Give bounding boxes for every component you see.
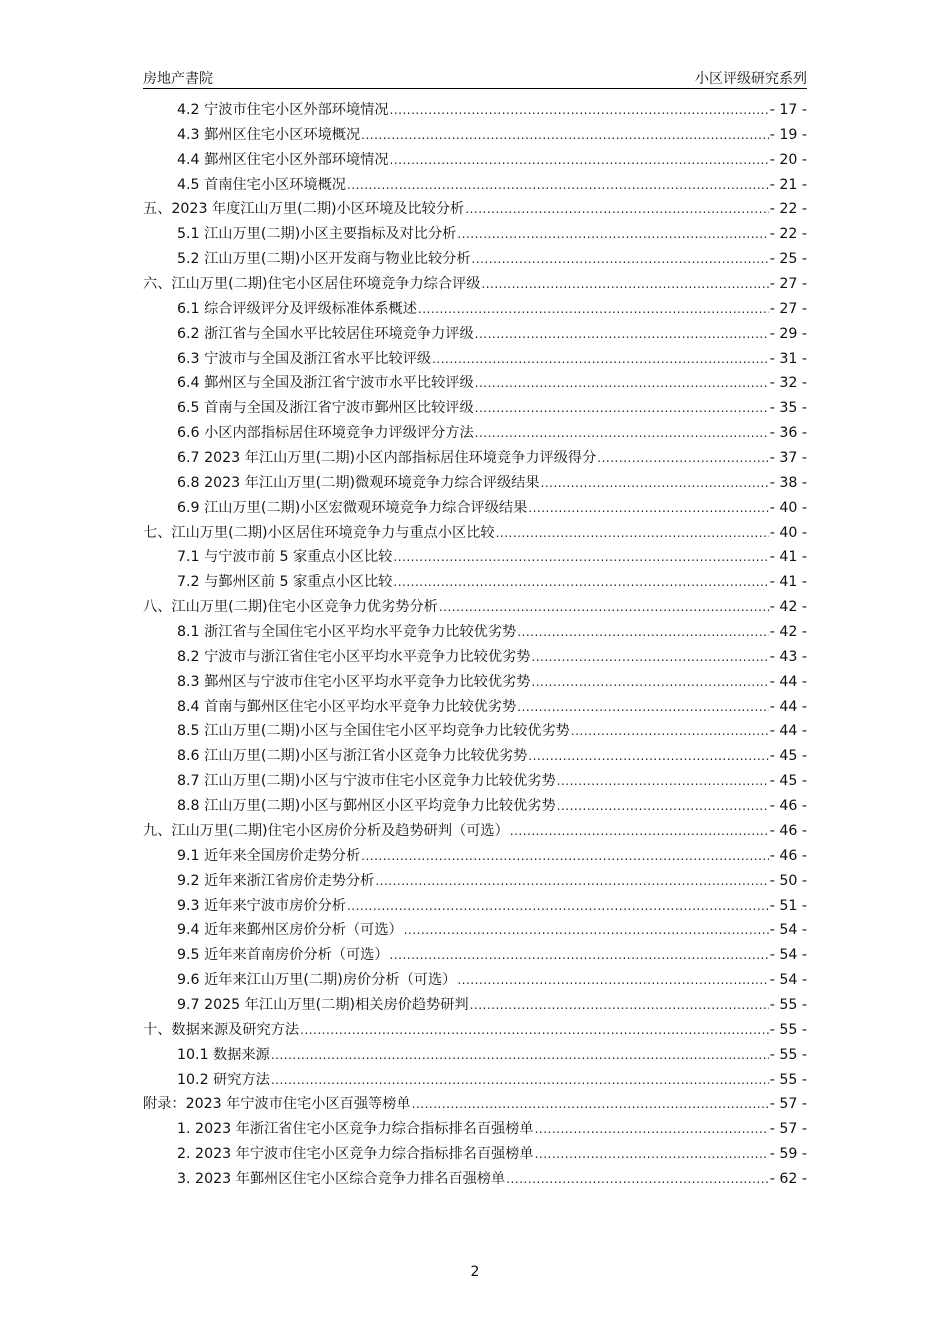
toc-entry-title: 7.2 与鄞州区前 5 家重点小区比较 <box>177 574 393 591</box>
toc-dot-leader <box>300 1023 769 1037</box>
toc-dot-leader <box>439 600 769 614</box>
toc-dot-leader <box>535 1147 769 1161</box>
toc-entry-title: 9.1 近年来全国房价走势分析 <box>177 847 361 864</box>
toc-section-entry[interactable] <box>143 397 807 422</box>
toc-entry-page: - 27 - <box>769 300 807 317</box>
toc-entry-page: - 57 - <box>769 1121 807 1138</box>
toc-dot-leader <box>390 103 769 117</box>
toc-section-entry[interactable] <box>143 770 807 795</box>
toc-dot-leader <box>393 575 768 589</box>
toc-section-entry[interactable] <box>143 571 807 596</box>
toc-dot-leader <box>597 451 768 465</box>
toc-dot-leader <box>390 153 769 167</box>
toc-entry-title: 2. 2023 年宁波市住宅小区竞争力综合指标排名百强榜单 <box>177 1146 534 1163</box>
toc-section-entry[interactable] <box>143 149 807 174</box>
toc-section-entry[interactable] <box>143 422 807 447</box>
toc-entry-title: 十、数据来源及研究方法 <box>143 1021 300 1038</box>
toc-entry-title: 6.7 2023 年江山万里(二期)小区内部指标居住环境竞争力评级得分 <box>177 450 597 467</box>
toc-entry-page: - 57 - <box>769 1096 807 1113</box>
toc-dot-leader <box>517 625 768 639</box>
toc-entry-title: 6.1 综合评级评分及评级标准体系概述 <box>177 300 417 317</box>
toc-section-entry[interactable] <box>143 1044 807 1069</box>
toc-dot-leader <box>470 998 769 1012</box>
toc-entry-title: 八、江山万里(二期)住宅小区竞争力优劣势分析 <box>143 599 438 616</box>
toc-entry-page: - 36 - <box>769 425 807 442</box>
toc-entry-page: - 35 - <box>769 400 807 417</box>
toc-entry-page: - 46 - <box>769 847 807 864</box>
toc-entry-page: - 46 - <box>769 798 807 815</box>
toc-entry-page: - 54 - <box>769 972 807 989</box>
toc-entry-title: 4.4 鄞州区住宅小区外部环境情况 <box>177 151 389 168</box>
toc-entry-title: 4.3 鄞州区住宅小区环境概况 <box>177 126 361 143</box>
toc-dot-leader <box>557 774 769 788</box>
toc-dot-leader <box>531 675 768 689</box>
toc-section-entry[interactable] <box>143 994 807 1019</box>
toc-entry-title: 10.2 研究方法 <box>177 1071 270 1088</box>
toc-section-entry[interactable] <box>143 1143 807 1168</box>
toc-section-entry[interactable] <box>143 372 807 397</box>
toc-section-entry[interactable] <box>143 348 807 373</box>
toc-dot-leader <box>481 277 768 291</box>
toc-section-entry[interactable] <box>143 870 807 895</box>
toc-entry-page: - 17 - <box>769 102 807 118</box>
toc-section-entry[interactable] <box>143 248 807 273</box>
toc-section-entry[interactable] <box>143 124 807 149</box>
toc-section-entry[interactable] <box>143 323 807 348</box>
toc-entry-page: - 19 - <box>769 126 807 143</box>
toc-entry-page: - 29 - <box>769 325 807 342</box>
toc-dot-leader <box>528 501 768 515</box>
toc-entry-page: - 38 - <box>769 474 807 491</box>
table-of-contents <box>143 99 807 1193</box>
toc-dot-leader <box>375 874 768 888</box>
toc-dot-leader <box>465 202 768 216</box>
toc-entry-title: 七、江山万里(二期)小区居住环境竞争力与重点小区比较 <box>143 524 495 541</box>
toc-entry-title: 9.7 2025 年江山万里(二期)相关房价趋势研判 <box>177 996 469 1013</box>
toc-dot-leader <box>390 948 769 962</box>
header-series-title: 小区评级研究系列 <box>695 71 807 87</box>
toc-entry-page: - 54 - <box>769 947 807 964</box>
toc-section-entry[interactable] <box>143 223 807 248</box>
toc-entry-page: - 20 - <box>769 151 807 168</box>
toc-chapter-entry[interactable] <box>143 1019 807 1044</box>
toc-entry-page: - 41 - <box>769 549 807 566</box>
toc-entry-title: 6.8 2023 年江山万里(二期)微观环境竞争力综合评级结果 <box>177 474 540 491</box>
toc-section-entry[interactable] <box>143 298 807 323</box>
toc-entry-title: 九、江山万里(二期)住宅小区房价分析及趋势研判（可选） <box>143 822 509 839</box>
toc-dot-leader <box>510 824 769 838</box>
toc-section-entry[interactable] <box>143 720 807 745</box>
toc-section-entry[interactable] <box>143 944 807 969</box>
toc-dot-leader <box>528 749 768 763</box>
toc-entry-page: - 42 - <box>769 599 807 616</box>
toc-entry-title: 6.2 浙江省与全国水平比较居住环境竞争力评级 <box>177 325 474 342</box>
toc-entry-page: - 54 - <box>769 922 807 939</box>
toc-entry-page: - 31 - <box>769 350 807 367</box>
toc-entry-title: 8.7 江山万里(二期)小区与宁波市住宅小区竞争力比较优劣势 <box>177 773 556 790</box>
toc-chapter-entry[interactable] <box>143 1093 807 1118</box>
toc-section-entry[interactable] <box>143 895 807 920</box>
toc-dot-leader <box>475 327 769 341</box>
toc-dot-leader <box>271 1048 769 1062</box>
toc-dot-leader <box>361 128 769 142</box>
toc-entry-title: 4.5 首南住宅小区环境概况 <box>177 176 346 193</box>
toc-dot-leader <box>347 899 769 913</box>
toc-dot-leader <box>432 352 769 366</box>
toc-section-entry[interactable] <box>143 1168 807 1193</box>
toc-chapter-entry[interactable] <box>143 198 807 223</box>
toc-entry-page: - 43 - <box>769 648 807 665</box>
toc-section-entry[interactable] <box>143 447 807 472</box>
toc-entry-title: 6.4 鄞州区与全国及浙江省宁波市水平比较评级 <box>177 375 474 392</box>
toc-section-entry[interactable] <box>143 671 807 696</box>
toc-entry-page: - 55 - <box>769 1021 807 1038</box>
toc-entry-title: 8.8 江山万里(二期)小区与鄞州区小区平均竞争力比较优劣势 <box>177 798 556 815</box>
toc-section-entry[interactable] <box>143 969 807 994</box>
toc-section-entry[interactable] <box>143 646 807 671</box>
toc-entry-page: - 55 - <box>769 996 807 1013</box>
toc-entry-title: 8.3 鄞州区与宁波市住宅小区平均水平竞争力比较优劣势 <box>177 673 531 690</box>
toc-entry-page: - 59 - <box>769 1146 807 1163</box>
toc-section-entry[interactable] <box>143 919 807 944</box>
toc-dot-leader <box>541 476 769 490</box>
toc-entry-title: 六、江山万里(二期)住宅小区居住环境竞争力综合评级 <box>143 276 481 293</box>
toc-entry-page: - 45 - <box>769 748 807 765</box>
toc-entry-title: 6.3 宁波市与全国及浙江省水平比较评级 <box>177 350 432 367</box>
page-header <box>143 66 807 89</box>
toc-entry-title: 6.9 江山万里(二期)小区宏微观环境竞争力综合评级结果 <box>177 499 528 516</box>
toc-entry-title: 9.3 近年来宁波市房价分析 <box>177 897 346 914</box>
toc-entry-title: 4.2 宁波市住宅小区外部环境情况 <box>177 102 389 118</box>
toc-entry-page: - 22 - <box>769 226 807 243</box>
toc-entry-page: - 40 - <box>769 524 807 541</box>
toc-dot-leader <box>557 799 769 813</box>
toc-dot-leader <box>393 550 768 564</box>
toc-dot-leader <box>271 1073 769 1087</box>
toc-entry-page: - 40 - <box>769 499 807 516</box>
toc-section-entry[interactable] <box>143 795 807 820</box>
toc-section-entry[interactable] <box>143 845 807 870</box>
toc-dot-leader <box>531 650 768 664</box>
toc-entry-page: - 50 - <box>769 872 807 889</box>
toc-section-entry[interactable] <box>143 1118 807 1143</box>
toc-chapter-entry[interactable] <box>143 522 807 547</box>
toc-entry-page: - 51 - <box>769 897 807 914</box>
toc-dot-leader <box>535 1122 769 1136</box>
header-publisher: 房地产書院 <box>143 71 213 87</box>
toc-entry-page: - 22 - <box>769 201 807 218</box>
toc-entry-page: - 37 - <box>769 450 807 467</box>
toc-entry-title: 9.4 近年来鄞州区房价分析（可选） <box>177 922 403 939</box>
toc-entry-page: - 55 - <box>769 1071 807 1088</box>
toc-entry-title: 3. 2023 年鄞州区住宅小区综合竞争力排名百强榜单 <box>177 1170 506 1187</box>
toc-entry-page: - 46 - <box>769 822 807 839</box>
toc-entry-title: 1. 2023 年浙江省住宅小区竞争力综合指标排名百强榜单 <box>177 1121 534 1138</box>
toc-entry-page: - 42 - <box>769 624 807 641</box>
toc-entry-page: - 44 - <box>769 698 807 715</box>
toc-entry-title: 9.6 近年来江山万里(二期)房价分析（可选） <box>177 972 457 989</box>
toc-entry-title: 10.1 数据来源 <box>177 1046 270 1063</box>
toc-section-entry[interactable] <box>143 497 807 522</box>
toc-entry-page: - 41 - <box>769 574 807 591</box>
toc-dot-leader <box>475 401 769 415</box>
toc-entry-title: 6.6 小区内部指标居住环境竞争力评级评分方法 <box>177 425 474 442</box>
page-number: 2 <box>470 1264 480 1280</box>
toc-entry-page: - 25 - <box>769 251 807 268</box>
toc-dot-leader <box>506 1172 768 1186</box>
toc-chapter-entry[interactable] <box>143 596 807 621</box>
toc-entry-page: - 62 - <box>769 1170 807 1187</box>
toc-dot-leader <box>496 526 769 540</box>
toc-dot-leader <box>412 1097 769 1111</box>
toc-entry-page: - 44 - <box>769 673 807 690</box>
toc-section-entry[interactable] <box>143 696 807 721</box>
toc-entry-title: 9.5 近年来首南房价分析（可选） <box>177 947 389 964</box>
toc-dot-leader <box>347 178 769 192</box>
toc-section-entry[interactable] <box>143 546 807 571</box>
toc-dot-leader <box>457 227 768 241</box>
toc-dot-leader <box>517 700 768 714</box>
toc-entry-title: 5.2 江山万里(二期)小区开发商与物业比较分析 <box>177 251 471 268</box>
toc-entry-title: 6.5 首南与全国及浙江省宁波市鄞州区比较评级 <box>177 400 474 417</box>
toc-entry-page: - 44 - <box>769 723 807 740</box>
toc-entry-title: 8.5 江山万里(二期)小区与全国住宅小区平均竞争力比较优劣势 <box>177 723 570 740</box>
toc-dot-leader <box>361 849 769 863</box>
toc-dot-leader <box>457 973 768 987</box>
toc-dot-leader <box>571 724 769 738</box>
toc-dot-leader <box>418 302 769 316</box>
toc-section-entry[interactable] <box>143 472 807 497</box>
toc-entry-title: 5.1 江山万里(二期)小区主要指标及对比分析 <box>177 226 457 243</box>
toc-entry-title: 7.1 与宁波市前 5 家重点小区比较 <box>177 549 393 566</box>
toc-chapter-entry[interactable] <box>143 820 807 845</box>
toc-dot-leader <box>404 923 769 937</box>
toc-entry-page: - 55 - <box>769 1046 807 1063</box>
toc-entry-title: 8.1 浙江省与全国住宅小区平均水平竞争力比较优劣势 <box>177 624 517 641</box>
toc-entry-page: - 27 - <box>769 276 807 293</box>
toc-entry-title: 8.4 首南与鄞州区住宅小区平均水平竞争力比较优劣势 <box>177 698 517 715</box>
toc-entry-title: 附录：2023 年宁波市住宅小区百强等榜单 <box>143 1096 411 1113</box>
toc-dot-leader <box>475 376 769 390</box>
toc-entry-page: - 32 - <box>769 375 807 392</box>
toc-section-entry[interactable] <box>143 745 807 770</box>
toc-entry-page: - 45 - <box>769 773 807 790</box>
toc-section-entry[interactable] <box>143 174 807 199</box>
toc-section-entry[interactable] <box>143 99 807 124</box>
toc-entry-title: 9.2 近年来浙江省房价走势分析 <box>177 872 375 889</box>
toc-entry-title: 五、2023 年度江山万里(二期)小区环境及比较分析 <box>143 201 465 218</box>
toc-section-entry[interactable] <box>143 1069 807 1094</box>
toc-entry-page: - 21 - <box>769 176 807 193</box>
toc-entry-title: 8.2 宁波市与浙江省住宅小区平均水平竞争力比较优劣势 <box>177 648 531 665</box>
toc-dot-leader <box>472 252 769 266</box>
toc-chapter-entry[interactable] <box>143 273 807 298</box>
toc-section-entry[interactable] <box>143 621 807 646</box>
toc-dot-leader <box>475 426 769 440</box>
toc-entry-title: 8.6 江山万里(二期)小区与浙江省小区竞争力比较优劣势 <box>177 748 528 765</box>
